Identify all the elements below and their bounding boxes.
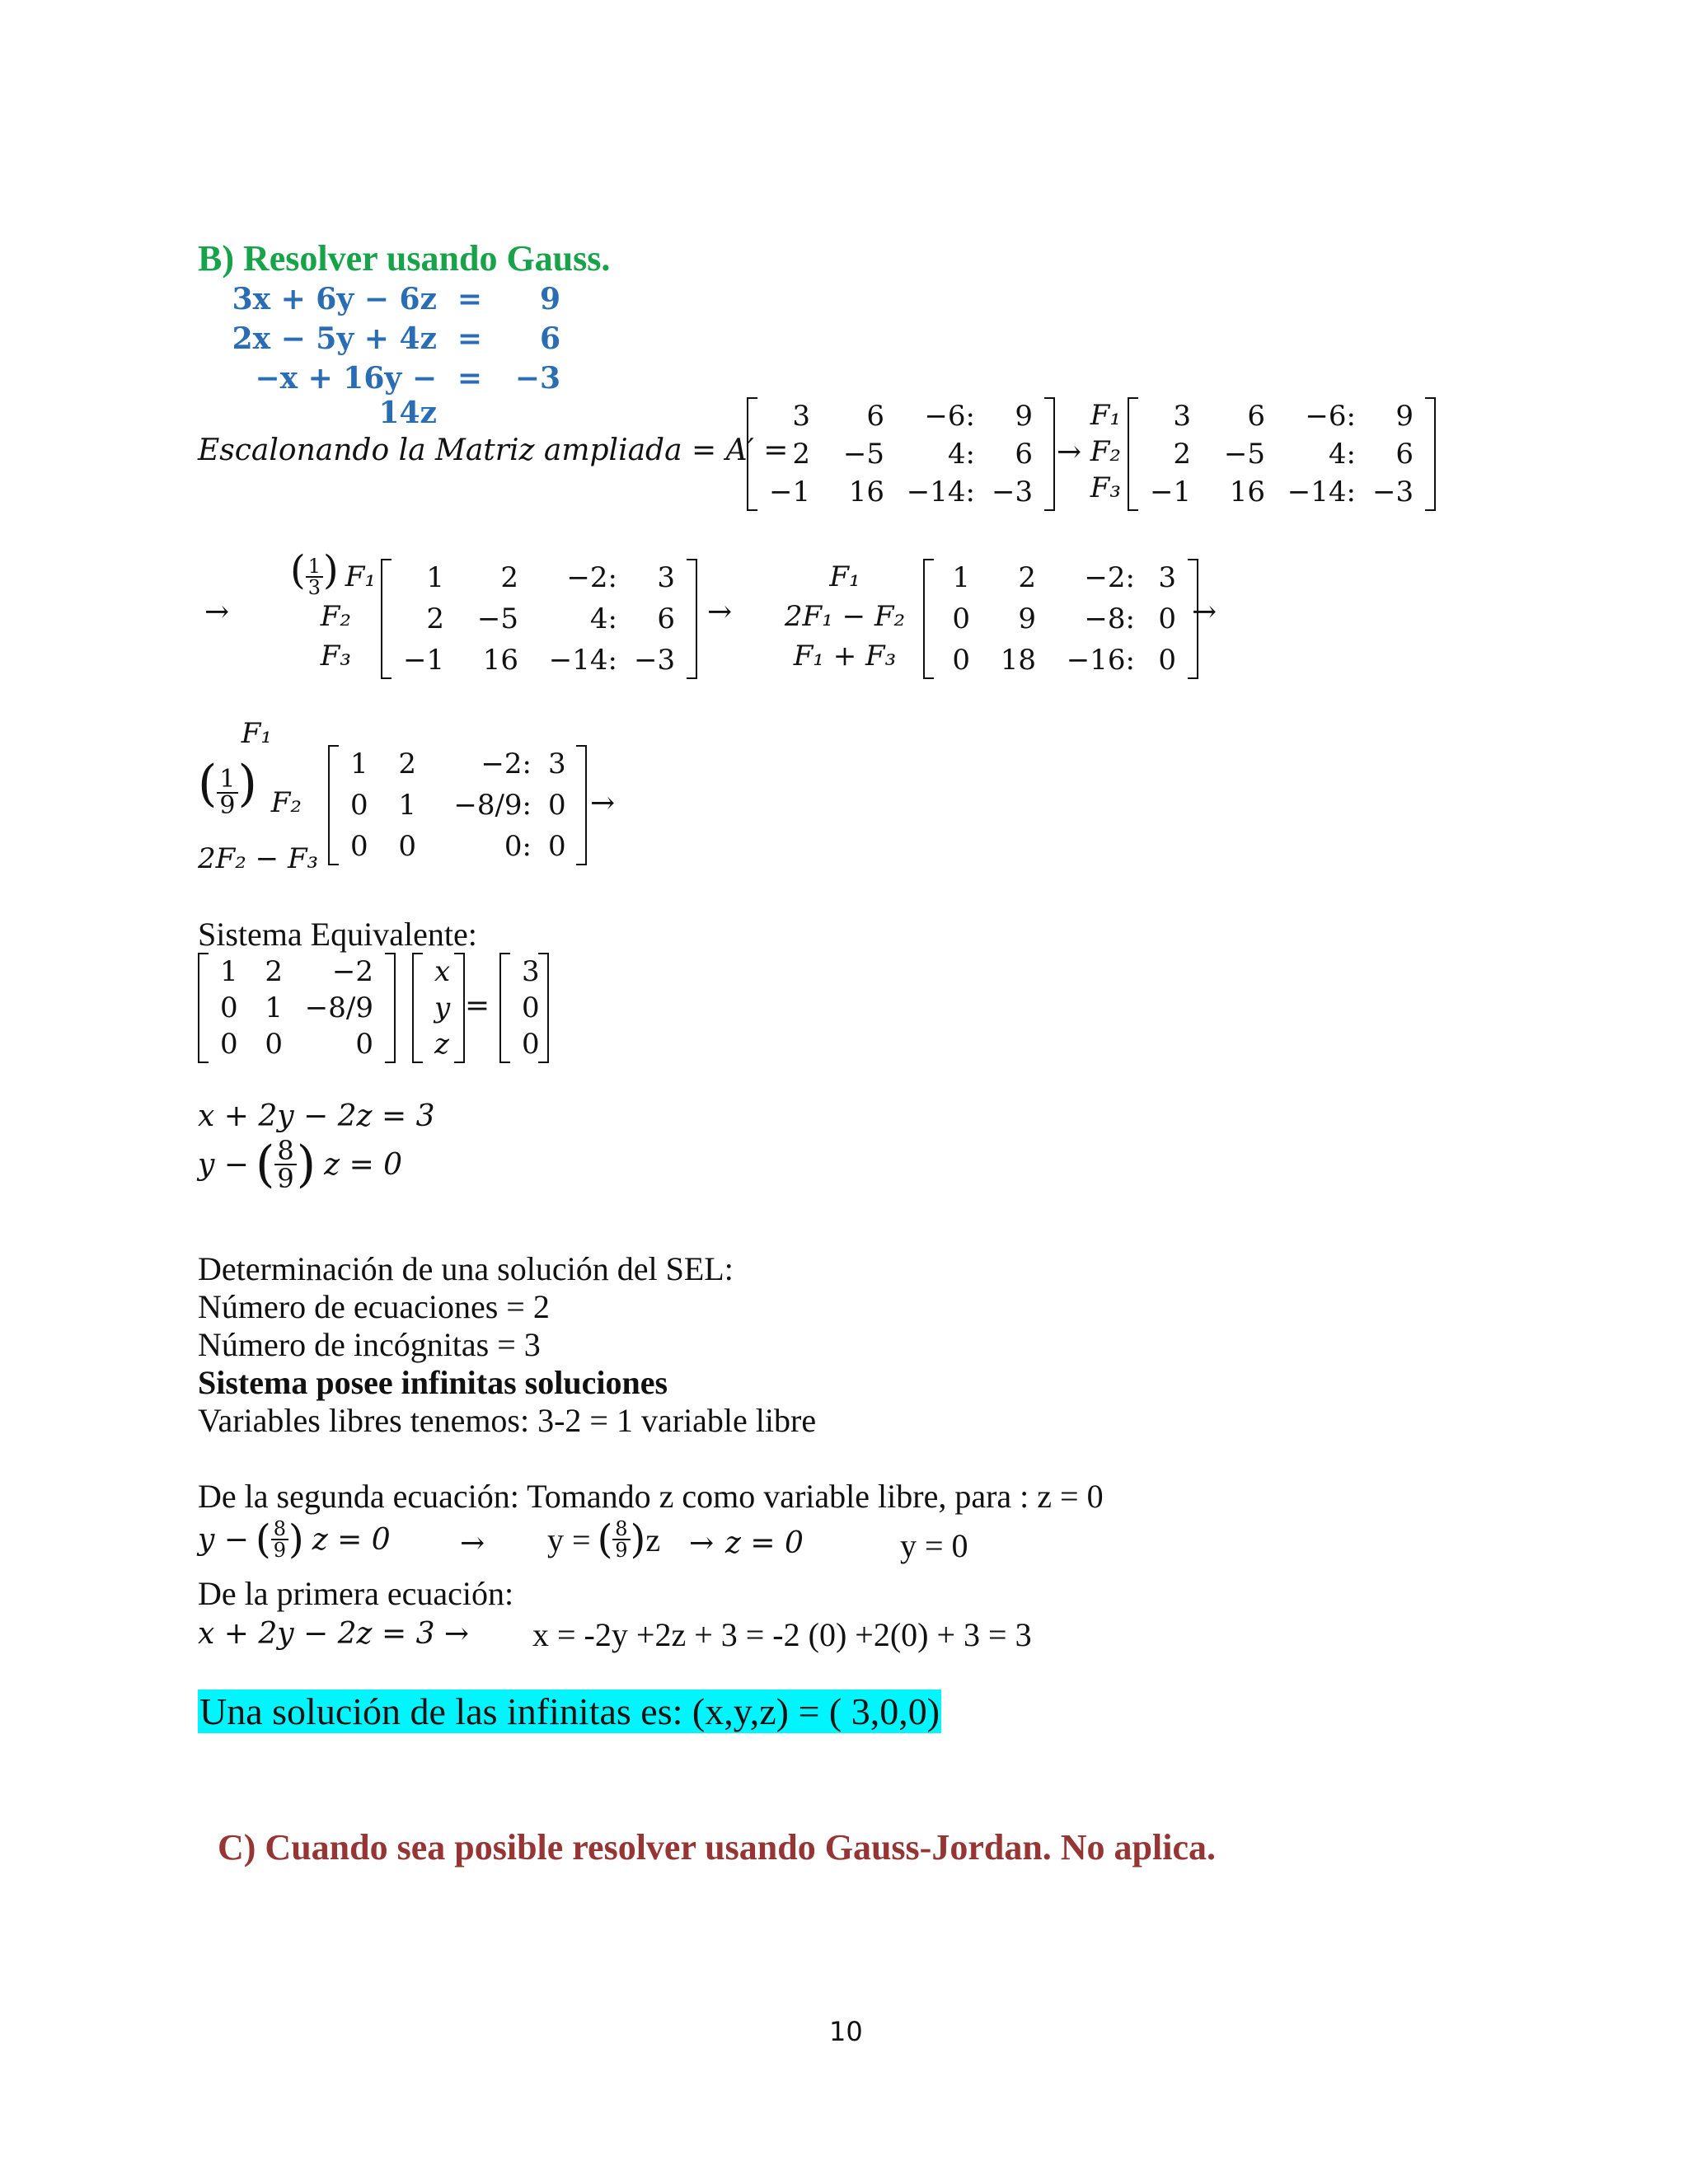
equation-lhs: 2x − 5y + 4z: [232, 321, 437, 356]
row-operations: F₁ 2F₁ − F₂ F₁ + F₃: [784, 560, 906, 673]
equation-op: =: [457, 282, 483, 316]
matrix-coefficients: [198, 953, 396, 1063]
row-operations: F₁ F₂ F₃: [1090, 399, 1121, 504]
reduced-eq2: y − ( $\frac{8}{9}$ ) z = 0: [198, 1135, 403, 1194]
vector-rhs: [499, 953, 549, 1063]
vector-cells: x y z: [434, 955, 451, 1061]
equation-rhs: 6: [539, 321, 560, 356]
vector-cells: 3 0 0: [522, 955, 540, 1061]
z-value: z = 0: [725, 1526, 804, 1560]
matrix-cells: 3 6 −6: 9 2 −5 4: 6 −1 16 −14: −3: [1150, 400, 1414, 509]
equation-lhs: −x + 16y − 14z: [255, 361, 437, 430]
y-expression: y = ( $\frac{8}{9}$ ) z: [547, 1516, 661, 1563]
determination-line: Determinación de una solución del SEL:: [198, 1250, 734, 1287]
page-number: 10: [829, 2016, 863, 2047]
free-variables-line: Variables libres tenemos: 3-2 = 1 variable libre: [198, 1402, 817, 1439]
infinite-solutions-note: Sistema posee infinitas soluciones: [198, 1364, 668, 1401]
equation-row: [198, 282, 560, 316]
arrow-icon: →: [689, 1526, 715, 1560]
second-equation-text: De la segunda ecuación: Tomando z como variable libre, para : z = 0: [198, 1478, 1104, 1515]
matrix-augmented: [747, 397, 1055, 511]
vector-variables: [412, 953, 465, 1063]
first-equation-math: x + 2y − 2z = 3 →: [198, 1617, 470, 1651]
solution-highlight: Una solución de las infinitas es: (x,y,z) = ( 3,0,0): [199, 1690, 940, 1732]
x-calculation: x = -2y +2z + 3 = -2 (0) +2(0) + 3 = 3: [532, 1616, 1032, 1653]
matrix-cells: 3 6 −6: 9 2 −5 4: 6 −1 16 −14: −3: [769, 400, 1034, 509]
arrow-icon: →: [707, 595, 733, 629]
first-equation-text: De la primera ecuación:: [198, 1575, 514, 1612]
equals-sign: =: [465, 989, 490, 1023]
y-value: y = 0: [900, 1527, 968, 1564]
determination-line: Número de ecuaciones = 2: [198, 1288, 550, 1325]
row-op-f1: F₁: [241, 717, 272, 750]
equation-row: [198, 321, 560, 356]
section-c-title: C) Cuando sea posible resolver usando Gauss-Jordan. No aplica.: [218, 1827, 1217, 1868]
equation-op: =: [457, 321, 483, 356]
arrow-icon: →: [1057, 435, 1082, 469]
second-equation-math: y − ( $\frac{8}{9}$ ) z = 0: [198, 1516, 391, 1563]
arrow-icon: →: [590, 786, 616, 820]
arrow-icon: →: [204, 595, 230, 629]
matrix-step3: [328, 745, 587, 865]
matrix-step2: [381, 559, 697, 679]
determination-line: Número de incógnitas = 3: [198, 1326, 541, 1363]
section-b-title: B) Resolver usando Gauss.: [198, 238, 611, 279]
matrix-cells: 1 2 −2: 3 2 −5 4: 6 −1 16 −14: −3: [403, 561, 676, 677]
matrix-cells: 1 2 −2 0 1 −8/9 0 0 0: [220, 955, 373, 1061]
row-op-f2: F₂: [270, 786, 302, 819]
equation-row: [198, 361, 560, 430]
step1-label: Escalonando la Matriz ampliada = A′ =: [198, 434, 789, 467]
matrix-cells: 1 2 −2: 3 0 1 −8/9: 0 0 0 0: 0: [350, 748, 566, 863]
row-operations: F₁ F₂ F₃: [320, 560, 376, 673]
matrix-cells: 1 2 −2: 3 0 9 −8: 0 0 18 −16: 0: [952, 561, 1176, 677]
equivalent-title: Sistema Equivalente:: [198, 916, 477, 953]
scalar-fraction: ( $\frac{1}{9}$ ): [198, 755, 257, 820]
matrix-step1-result: [1128, 397, 1436, 511]
arrow-icon: →: [460, 1526, 485, 1560]
row-op-f3: 2F₂ − F₃: [198, 842, 319, 875]
equation-rhs: −3: [514, 361, 560, 396]
scalar-fraction: ( $\frac{1}{3}$ ): [290, 547, 339, 599]
reduced-eq1: x + 2y − 2z = 3: [198, 1099, 435, 1133]
equation-rhs: 9: [539, 282, 560, 316]
arrow-icon: →: [1192, 595, 1217, 629]
equation-lhs: 3x + 6y − 6z: [232, 282, 437, 316]
matrix-step2-result: [923, 559, 1198, 679]
equation-op: =: [457, 361, 483, 396]
